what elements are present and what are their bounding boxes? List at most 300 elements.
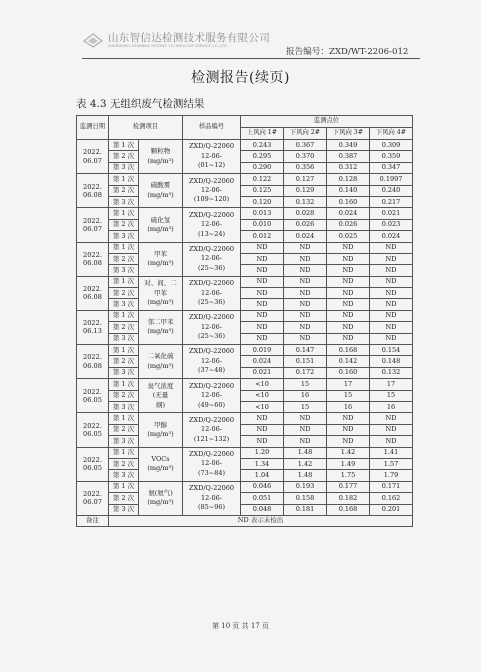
result-value: 0.051 — [241, 493, 284, 504]
result-value: <10 — [241, 401, 284, 412]
result-value: ND — [284, 413, 327, 424]
header-point-1: 上风向 1# — [241, 128, 284, 140]
cell-line: 12-06- — [201, 493, 222, 502]
cell-line: 甲苯 — [154, 288, 167, 297]
cell-line: 2022. — [83, 148, 102, 157]
result-value: 15 — [284, 379, 327, 390]
sampling-run: 第 1 次 — [109, 447, 139, 458]
result-value: 0.021 — [241, 367, 284, 378]
result-value: 0.046 — [241, 481, 284, 492]
sampling-run: 第 2 次 — [109, 151, 139, 162]
header-item: 检测项目 — [109, 116, 183, 140]
result-value: 0.177 — [327, 481, 370, 492]
table-row — [77, 242, 413, 253]
sample-number — [183, 208, 241, 242]
sampling-run: 第 2 次 — [109, 185, 139, 196]
monitor-date — [77, 174, 109, 208]
sample-number — [183, 276, 241, 310]
cell-line: 12-06- — [201, 220, 222, 229]
table-row — [77, 390, 413, 401]
cell-line: (01~12) — [197, 161, 226, 170]
table-caption: 表 4.3 无组织废气检测结果 — [76, 98, 205, 110]
result-value: ND — [327, 265, 370, 276]
result-value: ND — [241, 288, 284, 299]
result-value: ND — [284, 333, 327, 344]
result-value: 1.75 — [327, 470, 370, 481]
page-footer: 第 10 页 共 17 页 — [212, 622, 269, 630]
result-value: 0.148 — [370, 356, 413, 367]
cell-line: ZXD/Q-22060 — [189, 484, 234, 493]
result-value: 0.132 — [284, 196, 327, 207]
table-row — [77, 196, 413, 207]
sampling-run: 第 3 次 — [109, 231, 139, 242]
test-item — [139, 242, 183, 276]
table-row — [77, 367, 413, 378]
result-value: 0.021 — [370, 208, 413, 219]
result-value: 0.290 — [241, 162, 284, 173]
cell-line: 2022. — [83, 319, 102, 328]
cell-line: (无量 — [152, 391, 169, 400]
result-value: ND — [327, 413, 370, 424]
cell-line: ZXD/Q-22060 — [189, 381, 234, 390]
result-value: 0.295 — [241, 151, 284, 162]
result-value: ND — [370, 436, 413, 447]
table-row — [77, 481, 413, 492]
result-value: 0.026 — [327, 219, 370, 230]
result-value: 0.193 — [284, 481, 327, 492]
result-value: 0.168 — [327, 504, 370, 515]
cell-line: (mg/m³) — [147, 361, 174, 370]
cell-line: (mg/m³) — [147, 190, 174, 199]
cell-line: (121~132) — [193, 434, 230, 443]
result-value: ND — [370, 413, 413, 424]
sampling-run: 第 2 次 — [109, 390, 139, 401]
cell-line: (mg/m³) — [147, 498, 174, 507]
results-table — [76, 115, 413, 527]
cell-line: 06.13 — [83, 327, 102, 336]
result-value: ND — [327, 288, 370, 299]
page-title: 检测报告(续页) — [191, 70, 290, 86]
result-value: 0.010 — [241, 219, 284, 230]
result-value: 17 — [327, 379, 370, 390]
result-value: ND — [241, 413, 284, 424]
result-value: 0.243 — [241, 140, 284, 151]
result-value: 1.57 — [370, 458, 413, 469]
cell-line: 06.07 — [83, 224, 102, 233]
cell-line: 12-06- — [201, 425, 222, 434]
result-value: 0.359 — [370, 151, 413, 162]
cell-line: 纲) — [155, 400, 166, 409]
result-value: 15 — [327, 390, 370, 401]
result-value: 16 — [327, 401, 370, 412]
table-header-row — [77, 116, 413, 128]
sampling-run: 第 2 次 — [109, 219, 139, 230]
result-value: 0.387 — [327, 151, 370, 162]
header-points-group: 监测点位 — [241, 116, 413, 128]
table-row — [77, 276, 413, 287]
cell-line: 12-06- — [201, 391, 222, 400]
monitor-date — [77, 140, 109, 174]
result-value: ND — [370, 253, 413, 264]
cell-line: 06.08 — [83, 259, 102, 268]
sampling-run: 第 1 次 — [109, 242, 139, 253]
monitor-date — [77, 276, 109, 310]
cell-line: ZXD/Q-22060 — [189, 279, 234, 288]
result-value: 0.171 — [370, 481, 413, 492]
result-value: ND — [370, 276, 413, 287]
result-value: ND — [241, 322, 284, 333]
cell-line: 氨(氨气) — [148, 488, 173, 497]
table-row — [77, 140, 413, 151]
cell-line: (mg/m³) — [147, 327, 174, 336]
table-row — [77, 493, 413, 504]
header-sample: 样品编号 — [183, 116, 241, 140]
table-row — [77, 356, 413, 367]
result-value: 0.312 — [327, 162, 370, 173]
result-value: 0.201 — [370, 504, 413, 515]
result-value: ND — [370, 322, 413, 333]
sampling-run: 第 3 次 — [109, 367, 139, 378]
monitor-date — [77, 310, 109, 344]
cell-line: ZXD/Q-22060 — [189, 347, 234, 356]
result-value: 0.160 — [327, 196, 370, 207]
test-item — [139, 310, 183, 344]
result-value: 0.125 — [241, 185, 284, 196]
result-value: ND — [327, 322, 370, 333]
result-value: ND — [370, 310, 413, 321]
table-row — [77, 401, 413, 412]
cell-line: (mg/m³) — [147, 429, 174, 438]
result-value: 0.181 — [284, 504, 327, 515]
cell-line: (mg/m³) — [147, 259, 174, 268]
cell-line: (mg/m³) — [147, 464, 174, 473]
sample-number — [183, 481, 241, 515]
cell-line: 2022. — [83, 387, 102, 396]
sampling-run: 第 1 次 — [109, 276, 139, 287]
cell-line: (13~24) — [197, 229, 226, 238]
result-value: 0.024 — [327, 208, 370, 219]
header-point-4: 下风向 4# — [370, 128, 413, 140]
result-value: ND — [370, 242, 413, 253]
result-value: ND — [327, 333, 370, 344]
sampling-run: 第 1 次 — [109, 208, 139, 219]
cell-line: 硫化氢 — [150, 215, 171, 224]
table-row — [77, 333, 413, 344]
table-row — [77, 219, 413, 230]
cell-line: ZXD/Q-22060 — [189, 210, 234, 219]
cell-line: 对、间、二 — [144, 279, 177, 288]
result-value: ND — [241, 265, 284, 276]
table-row — [77, 322, 413, 333]
monitor-date — [77, 242, 109, 276]
sample-number — [183, 242, 241, 276]
table-row — [77, 185, 413, 196]
table-row — [77, 253, 413, 264]
cell-line: (73~84) — [197, 468, 226, 477]
result-value: 1.79 — [370, 470, 413, 481]
sampling-run: 第 3 次 — [109, 299, 139, 310]
table-row — [77, 265, 413, 276]
cell-line: 硫酸雾 — [150, 181, 171, 190]
result-value: 0.142 — [327, 356, 370, 367]
cell-line: 06.08 — [83, 361, 102, 370]
monitor-date — [77, 379, 109, 413]
result-value: ND — [327, 310, 370, 321]
cell-line: ZXD/Q-22060 — [189, 244, 234, 253]
test-item — [139, 140, 183, 174]
result-value: ND — [327, 436, 370, 447]
result-value: 0.240 — [370, 185, 413, 196]
monitor-date — [77, 345, 109, 379]
company-logo-icon — [82, 31, 104, 49]
header-date: 监测日期 — [77, 116, 109, 140]
header-point-3: 下风向 3# — [327, 128, 370, 140]
monitor-date — [77, 481, 109, 515]
table-row — [77, 424, 413, 435]
table-row — [77, 345, 413, 356]
result-value: 0.140 — [327, 185, 370, 196]
cell-line: (mg/m³) — [147, 156, 174, 165]
result-value: ND — [284, 242, 327, 253]
result-value: ND — [327, 253, 370, 264]
result-value: 1.41 — [370, 447, 413, 458]
cell-line: 2022. — [83, 455, 102, 464]
monitor-date — [77, 208, 109, 242]
remark-label: 备注 — [77, 515, 109, 526]
cell-line: ZXD/Q-22060 — [189, 415, 234, 424]
result-value: 16 — [370, 401, 413, 412]
cell-line: 颗粒物 — [150, 147, 171, 156]
result-value: ND — [284, 265, 327, 276]
result-value: 1.04 — [241, 470, 284, 481]
sample-number — [183, 310, 241, 344]
cell-line: (mg/m³) — [147, 224, 174, 233]
sampling-run: 第 3 次 — [109, 401, 139, 412]
cell-line: 甲苯 — [154, 249, 167, 258]
company-name-en: SHANDONG ZHIXINDA TESTING TECHNOLOGY SERVICE CO.,LTD — [108, 44, 227, 48]
result-value: 0.120 — [241, 196, 284, 207]
cell-line: (85~96) — [197, 503, 226, 512]
result-value: 0.168 — [327, 345, 370, 356]
result-value: 0.019 — [241, 345, 284, 356]
table-row — [77, 413, 413, 424]
sample-number — [183, 140, 241, 174]
sampling-run: 第 1 次 — [109, 413, 139, 424]
result-value: ND — [284, 253, 327, 264]
cell-line: 06.05 — [83, 429, 102, 438]
table-row — [77, 174, 413, 185]
sample-number — [183, 379, 241, 413]
test-item — [139, 447, 183, 481]
sample-number — [183, 447, 241, 481]
cell-line: 06.08 — [83, 293, 102, 302]
sampling-run: 第 2 次 — [109, 424, 139, 435]
table-row — [77, 504, 413, 515]
cell-line: 06.07 — [83, 156, 102, 165]
cell-line: 2022. — [83, 490, 102, 499]
cell-line: VOCs — [151, 454, 170, 463]
result-value: ND — [284, 436, 327, 447]
result-value: ND — [370, 288, 413, 299]
result-value: 0.172 — [284, 367, 327, 378]
result-value: ND — [284, 322, 327, 333]
sampling-run: 第 3 次 — [109, 265, 139, 276]
cell-line: 2022. — [83, 216, 102, 225]
cell-line: 12-06- — [201, 151, 222, 160]
cell-line: 12-06- — [201, 254, 222, 263]
sampling-run: 第 1 次 — [109, 345, 139, 356]
result-value: 0.1997 — [370, 174, 413, 185]
result-value: 15 — [284, 401, 327, 412]
result-value: 1.49 — [327, 458, 370, 469]
result-value: 1.42 — [327, 447, 370, 458]
test-item — [139, 345, 183, 379]
table-row — [77, 458, 413, 469]
sampling-run: 第 3 次 — [109, 162, 139, 173]
result-value: 0.012 — [241, 231, 284, 242]
cell-line: (25~36) — [197, 332, 226, 341]
result-value: 0.024 — [284, 231, 327, 242]
result-value: 0.013 — [241, 208, 284, 219]
cell-line: 二氧化硫 — [147, 352, 174, 361]
result-value: ND — [284, 310, 327, 321]
sampling-run: 第 1 次 — [109, 174, 139, 185]
table-row — [77, 470, 413, 481]
result-value: 0.128 — [327, 174, 370, 185]
cell-line: 06.08 — [83, 190, 102, 199]
cell-line: (49~60) — [197, 400, 226, 409]
cell-line: (mg/m³) — [147, 297, 174, 306]
cell-line: 臭气浓度 — [147, 381, 174, 390]
table-row — [77, 436, 413, 447]
result-value: 1.42 — [284, 458, 327, 469]
result-value: 0.048 — [241, 504, 284, 515]
test-item — [139, 379, 183, 413]
result-value: <10 — [241, 390, 284, 401]
remark-text: ND 表示未检出 — [109, 515, 413, 526]
result-value: ND — [327, 299, 370, 310]
result-value: ND — [241, 436, 284, 447]
result-value: 0.309 — [370, 140, 413, 151]
sampling-run: 第 2 次 — [109, 253, 139, 264]
result-value: 0.024 — [241, 356, 284, 367]
result-value: 0.162 — [370, 493, 413, 504]
result-value: ND — [370, 299, 413, 310]
cell-line: 12-06- — [201, 459, 222, 468]
cell-line: 12-06- — [201, 322, 222, 331]
sampling-run: 第 1 次 — [109, 310, 139, 321]
result-value: ND — [241, 242, 284, 253]
result-value: ND — [241, 299, 284, 310]
report-number: 报告编号：ZXD/WT-2206-012 — [286, 47, 409, 57]
cell-line: ZXD/Q-22060 — [189, 176, 234, 185]
cell-line: ZXD/Q-22060 — [189, 142, 234, 151]
header-divider — [82, 58, 420, 59]
cell-line: 2022. — [83, 285, 102, 294]
test-item — [139, 208, 183, 242]
result-value: ND — [241, 424, 284, 435]
sampling-run: 第 2 次 — [109, 458, 139, 469]
result-value: ND — [370, 424, 413, 435]
cell-line: 06.05 — [83, 395, 102, 404]
result-value: 0.151 — [284, 356, 327, 367]
remark-row — [77, 515, 413, 526]
sampling-run: 第 2 次 — [109, 356, 139, 367]
result-value: 16 — [284, 390, 327, 401]
sampling-run: 第 3 次 — [109, 333, 139, 344]
result-value: 0.127 — [284, 174, 327, 185]
result-value: 0.349 — [327, 140, 370, 151]
result-value: ND — [241, 276, 284, 287]
result-value: 0.356 — [284, 162, 327, 173]
result-value: 0.160 — [327, 367, 370, 378]
cell-line: 06.05 — [83, 464, 102, 473]
result-value: ND — [370, 333, 413, 344]
result-value: 0.158 — [284, 493, 327, 504]
table-row — [77, 231, 413, 242]
result-value: 0.147 — [284, 345, 327, 356]
table-row — [77, 379, 413, 390]
result-value: 15 — [370, 390, 413, 401]
result-value: ND — [327, 424, 370, 435]
cell-line: 2022. — [83, 353, 102, 362]
monitor-date — [77, 447, 109, 481]
cell-line: (25~36) — [197, 297, 226, 306]
result-value: 0.129 — [284, 185, 327, 196]
table-row — [77, 208, 413, 219]
result-value: ND — [284, 424, 327, 435]
sampling-run: 第 2 次 — [109, 322, 139, 333]
result-value: ND — [284, 276, 327, 287]
result-value: <10 — [241, 379, 284, 390]
sampling-run: 第 2 次 — [109, 493, 139, 504]
test-item — [139, 481, 183, 515]
table-row — [77, 310, 413, 321]
cell-line: 12-06- — [201, 288, 222, 297]
sampling-run: 第 1 次 — [109, 379, 139, 390]
sampling-run: 第 3 次 — [109, 196, 139, 207]
table-row — [77, 299, 413, 310]
result-value: 1.20 — [241, 447, 284, 458]
results-table-body — [77, 116, 413, 527]
sampling-run: 第 3 次 — [109, 470, 139, 481]
sample-number — [183, 174, 241, 208]
cell-line: ZXD/Q-22060 — [189, 313, 234, 322]
result-value: 0.122 — [241, 174, 284, 185]
result-value: 0.154 — [370, 345, 413, 356]
result-value: ND — [370, 265, 413, 276]
cell-line: 12-06- — [201, 356, 222, 365]
cell-line: (109~120) — [193, 195, 230, 204]
result-value: 0.182 — [327, 493, 370, 504]
cell-line: 甲醇 — [154, 420, 167, 429]
company-name-cn: 山东智信达检测技术服务有限公司 — [108, 32, 270, 44]
cell-line: 邻二甲苯 — [147, 318, 174, 327]
result-value: 0.217 — [370, 196, 413, 207]
sampling-run: 第 1 次 — [109, 481, 139, 492]
sampling-run: 第 2 次 — [109, 288, 139, 299]
result-value: 1.48 — [284, 447, 327, 458]
header-point-2: 下风向 2# — [284, 128, 327, 140]
result-value: 17 — [370, 379, 413, 390]
result-value: ND — [284, 299, 327, 310]
result-value: 0.025 — [327, 231, 370, 242]
test-item — [139, 413, 183, 447]
cell-line: 2022. — [83, 421, 102, 430]
result-value: 0.024 — [370, 231, 413, 242]
result-value: ND — [327, 276, 370, 287]
test-item — [139, 276, 183, 310]
